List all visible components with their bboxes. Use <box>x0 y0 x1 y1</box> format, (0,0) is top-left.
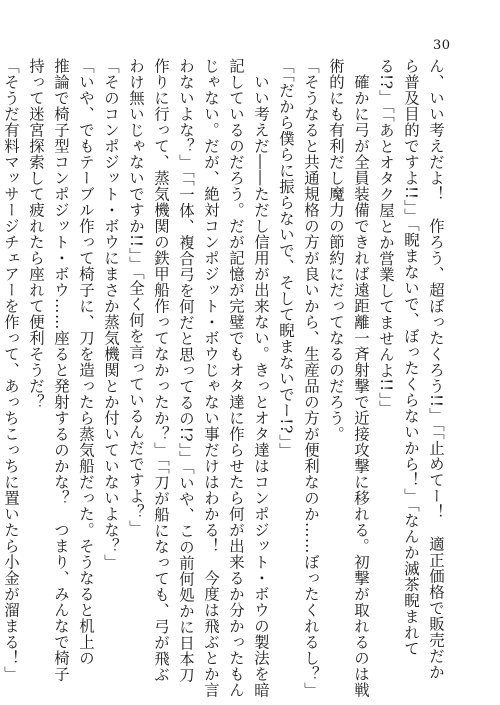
text-line: わないよな？」「「一体、複合弓を何だと思ってるの!?」」「いや、この前何処かに日本刀 <box>177 58 195 683</box>
text-line: 「そうだ有料マッサージチェアーを作って、あっちこっちに置いたら小金が溜まる！」 <box>2 58 20 682</box>
text-line: 持って迷宮探索して疲れたら座れて便利そうだ？ <box>27 58 45 410</box>
text-line: 「そうなると共通規格の方が良いから、生産品の方が便利なのか……ぼったくれるし？」 <box>302 58 320 698</box>
text-line: わけ無いじゃないですか!!」」「全く何を言っているんだですよ？」 <box>127 58 145 537</box>
text-line: 「いや、でもテーブル作って椅子に、刀を造ったら蒸気船だった。そうなると机上の <box>77 58 95 666</box>
text-line: じゃない。だが、絶対コンポジット・ボウじゃない事だけはわかる！ 今度は飛ぶとか言 <box>202 58 220 698</box>
text-line: 確かに弓が全員装備できれば遠距離一斉射撃で近接攻撃に移れる。初撃が取れるのは戦 <box>352 58 370 698</box>
text-line: 推論で椅子型コンポジット・ボウ……座ると発射するのかな？ つまり、みんなで椅子 <box>52 58 70 682</box>
text-line: ん、いい考えだよ！ 作ろう、超ぼったくろう!!」「「止めてー！ 適正価格で販売だか <box>427 58 445 681</box>
text-line: 「「だから僕らに振らないで、そして睨まないでー!?」」 <box>277 58 295 459</box>
body-text <box>2 58 448 698</box>
page-number: 30 <box>433 38 451 53</box>
text-line: 記しているのだろう。だが記憶が完璧でもオタ達に作らせたら何が出来るか分かったもん <box>227 58 245 698</box>
text-line: る!?」「「あとオタク屋とか営業してませんよ!!」」 <box>377 58 395 417</box>
text-line: 作りに行って、蒸気機関の鉄甲船作ってなかったか？」「「刀が船になっても、弓が飛ぶ <box>152 58 170 683</box>
text-line: ら普及目的ですよ!!」」「睨まないで、ぼったくらないから！」「なんか滅茶睨まれて <box>402 58 420 657</box>
text-line: 術的にも有利だし魔力の節約にだってなるのだろう。 <box>327 58 345 442</box>
text-line: いい考えだ――ただし信用が出来ない。きっとオタ達はコンポジット・ボウの製法を暗 <box>252 58 270 698</box>
text-line: 「そのコンポジット・ボウにまさか蒸気機関とか付いていないよな？」 <box>102 58 120 570</box>
